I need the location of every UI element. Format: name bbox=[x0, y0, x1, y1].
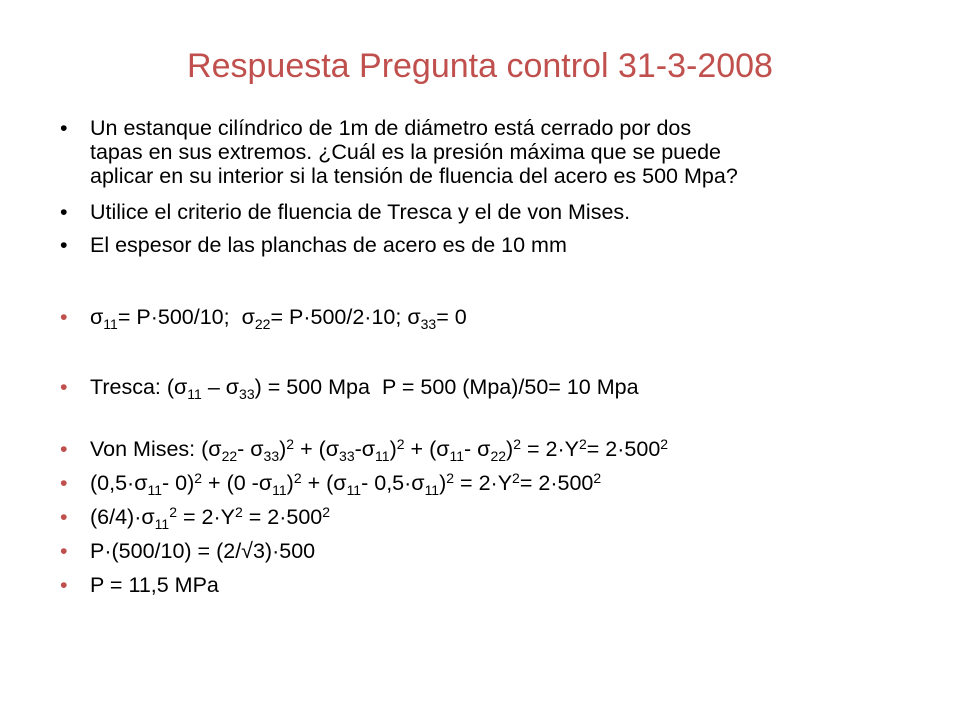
vm-text: -σ bbox=[354, 437, 376, 461]
subscript: 11 bbox=[187, 386, 202, 402]
bullet-von-mises-1 bbox=[60, 436, 920, 464]
subscript: 22 bbox=[221, 448, 238, 464]
vm-text: + (σ bbox=[404, 437, 450, 461]
subscript: 11 bbox=[147, 482, 163, 498]
vm-text: ) bbox=[279, 437, 287, 461]
vm-text: ) bbox=[506, 437, 514, 461]
sigma-symbol: σ bbox=[90, 305, 104, 329]
bullet-von-mises-3 bbox=[60, 504, 920, 532]
bullet-criteria bbox=[60, 200, 920, 224]
tresca-text: ) = 500 Mpa bbox=[254, 375, 370, 399]
subscript: 33 bbox=[239, 386, 255, 402]
stress-33-expr: = 0 bbox=[436, 305, 467, 329]
vm-text: - σ bbox=[237, 437, 264, 461]
superscript: 2 bbox=[512, 470, 520, 486]
subscript: 11 bbox=[449, 448, 465, 464]
bullet-thickness bbox=[60, 233, 920, 257]
subscript: 11 bbox=[154, 516, 170, 532]
vm-text: ) bbox=[389, 437, 397, 461]
bullet-list bbox=[60, 116, 920, 597]
problem-line-1: • Un estanque cilíndrico de 1m de diámetro está cerrado por dos bbox=[90, 116, 692, 140]
superscript: 2 bbox=[593, 470, 602, 486]
subscript: 22 bbox=[254, 316, 271, 332]
superscript: 2 bbox=[446, 470, 455, 486]
vm-text: + (σ bbox=[294, 437, 340, 461]
vm-text: ) bbox=[286, 471, 294, 495]
superscript: 2 bbox=[660, 436, 669, 452]
subscript: 11 bbox=[272, 482, 287, 498]
vm-text: + (σ bbox=[301, 471, 347, 495]
stress-11-expr: = P·500/10; bbox=[117, 305, 230, 329]
superscript: 2 bbox=[234, 504, 243, 520]
vm-text: = 2·Y bbox=[176, 505, 235, 529]
superscript: 2 bbox=[169, 504, 177, 520]
vm-text: - 0) bbox=[162, 471, 195, 495]
vm-text: = 2·Y bbox=[454, 471, 513, 495]
subscript: 33 bbox=[263, 448, 280, 464]
final-result: P = 11,5 MPa bbox=[90, 573, 219, 597]
superscript: 2 bbox=[578, 436, 587, 452]
vm-text: - σ bbox=[464, 437, 491, 461]
subscript: 11 bbox=[103, 316, 118, 332]
subscript: 22 bbox=[490, 448, 507, 464]
subscript: 33 bbox=[339, 448, 355, 464]
superscript: 2 bbox=[293, 470, 302, 486]
slide-title: Respuesta Pregunta control 31-3-2008 bbox=[187, 47, 773, 85]
problem-line-3: aplicar en su interior si la tensión de fluencia del acero es 500 Mpa? bbox=[90, 164, 738, 188]
bullet-result bbox=[60, 573, 920, 597]
superscript: 2 bbox=[322, 504, 331, 520]
subscript: 11 bbox=[346, 482, 362, 498]
superscript: 2 bbox=[194, 470, 203, 486]
bullet-stresses bbox=[60, 305, 920, 332]
subscript: 11 bbox=[424, 482, 440, 498]
vm-text: = 2·Y bbox=[521, 437, 579, 461]
vm-text: + (0 -σ bbox=[202, 471, 273, 495]
bullet-von-mises-2 bbox=[60, 470, 920, 498]
superscript: 2 bbox=[513, 436, 521, 452]
criteria-text: Utilice el criterio de fluencia de Tresca y el de von Mises. bbox=[90, 200, 631, 224]
thickness-text: El espesor de las planchas de acero es de 10 mm bbox=[90, 233, 567, 257]
vm-text: P·(500/10) = (2/√3)·500 bbox=[90, 539, 316, 563]
superscript: 2 bbox=[396, 436, 405, 452]
subscript: 11 bbox=[375, 448, 390, 464]
superscript: 2 bbox=[286, 436, 295, 452]
stress-22-expr: = P·500/2·10; bbox=[270, 305, 402, 329]
bullet-problem-statement bbox=[60, 116, 920, 188]
vm-text: = 2·500 bbox=[586, 437, 661, 461]
vm-text: (6/4)·σ bbox=[90, 505, 155, 529]
vm-text: ) bbox=[439, 471, 447, 495]
vm-text: - 0,5·σ bbox=[361, 471, 425, 495]
tresca-text: – σ bbox=[201, 375, 240, 399]
sigma-symbol: σ bbox=[407, 305, 421, 329]
vm-text: (0,5·σ bbox=[90, 471, 148, 495]
tresca-result: P = 500 (Mpa)/50= 10 Mpa bbox=[381, 375, 639, 399]
vm-text: = 2·500 bbox=[519, 471, 594, 495]
bullet-von-mises-4 bbox=[60, 539, 920, 563]
problem-line-2: tapas en sus extremos. ¿Cuál es la presión máxima que se puede bbox=[90, 140, 721, 164]
subscript: 33 bbox=[420, 316, 437, 332]
vm-text: = 2·500 bbox=[242, 505, 323, 529]
tresca-text: Tresca: (σ bbox=[90, 375, 188, 399]
sigma-symbol: σ bbox=[241, 305, 255, 329]
bullet-tresca bbox=[60, 375, 920, 402]
vm-text: Von Mises: (σ bbox=[90, 437, 222, 461]
